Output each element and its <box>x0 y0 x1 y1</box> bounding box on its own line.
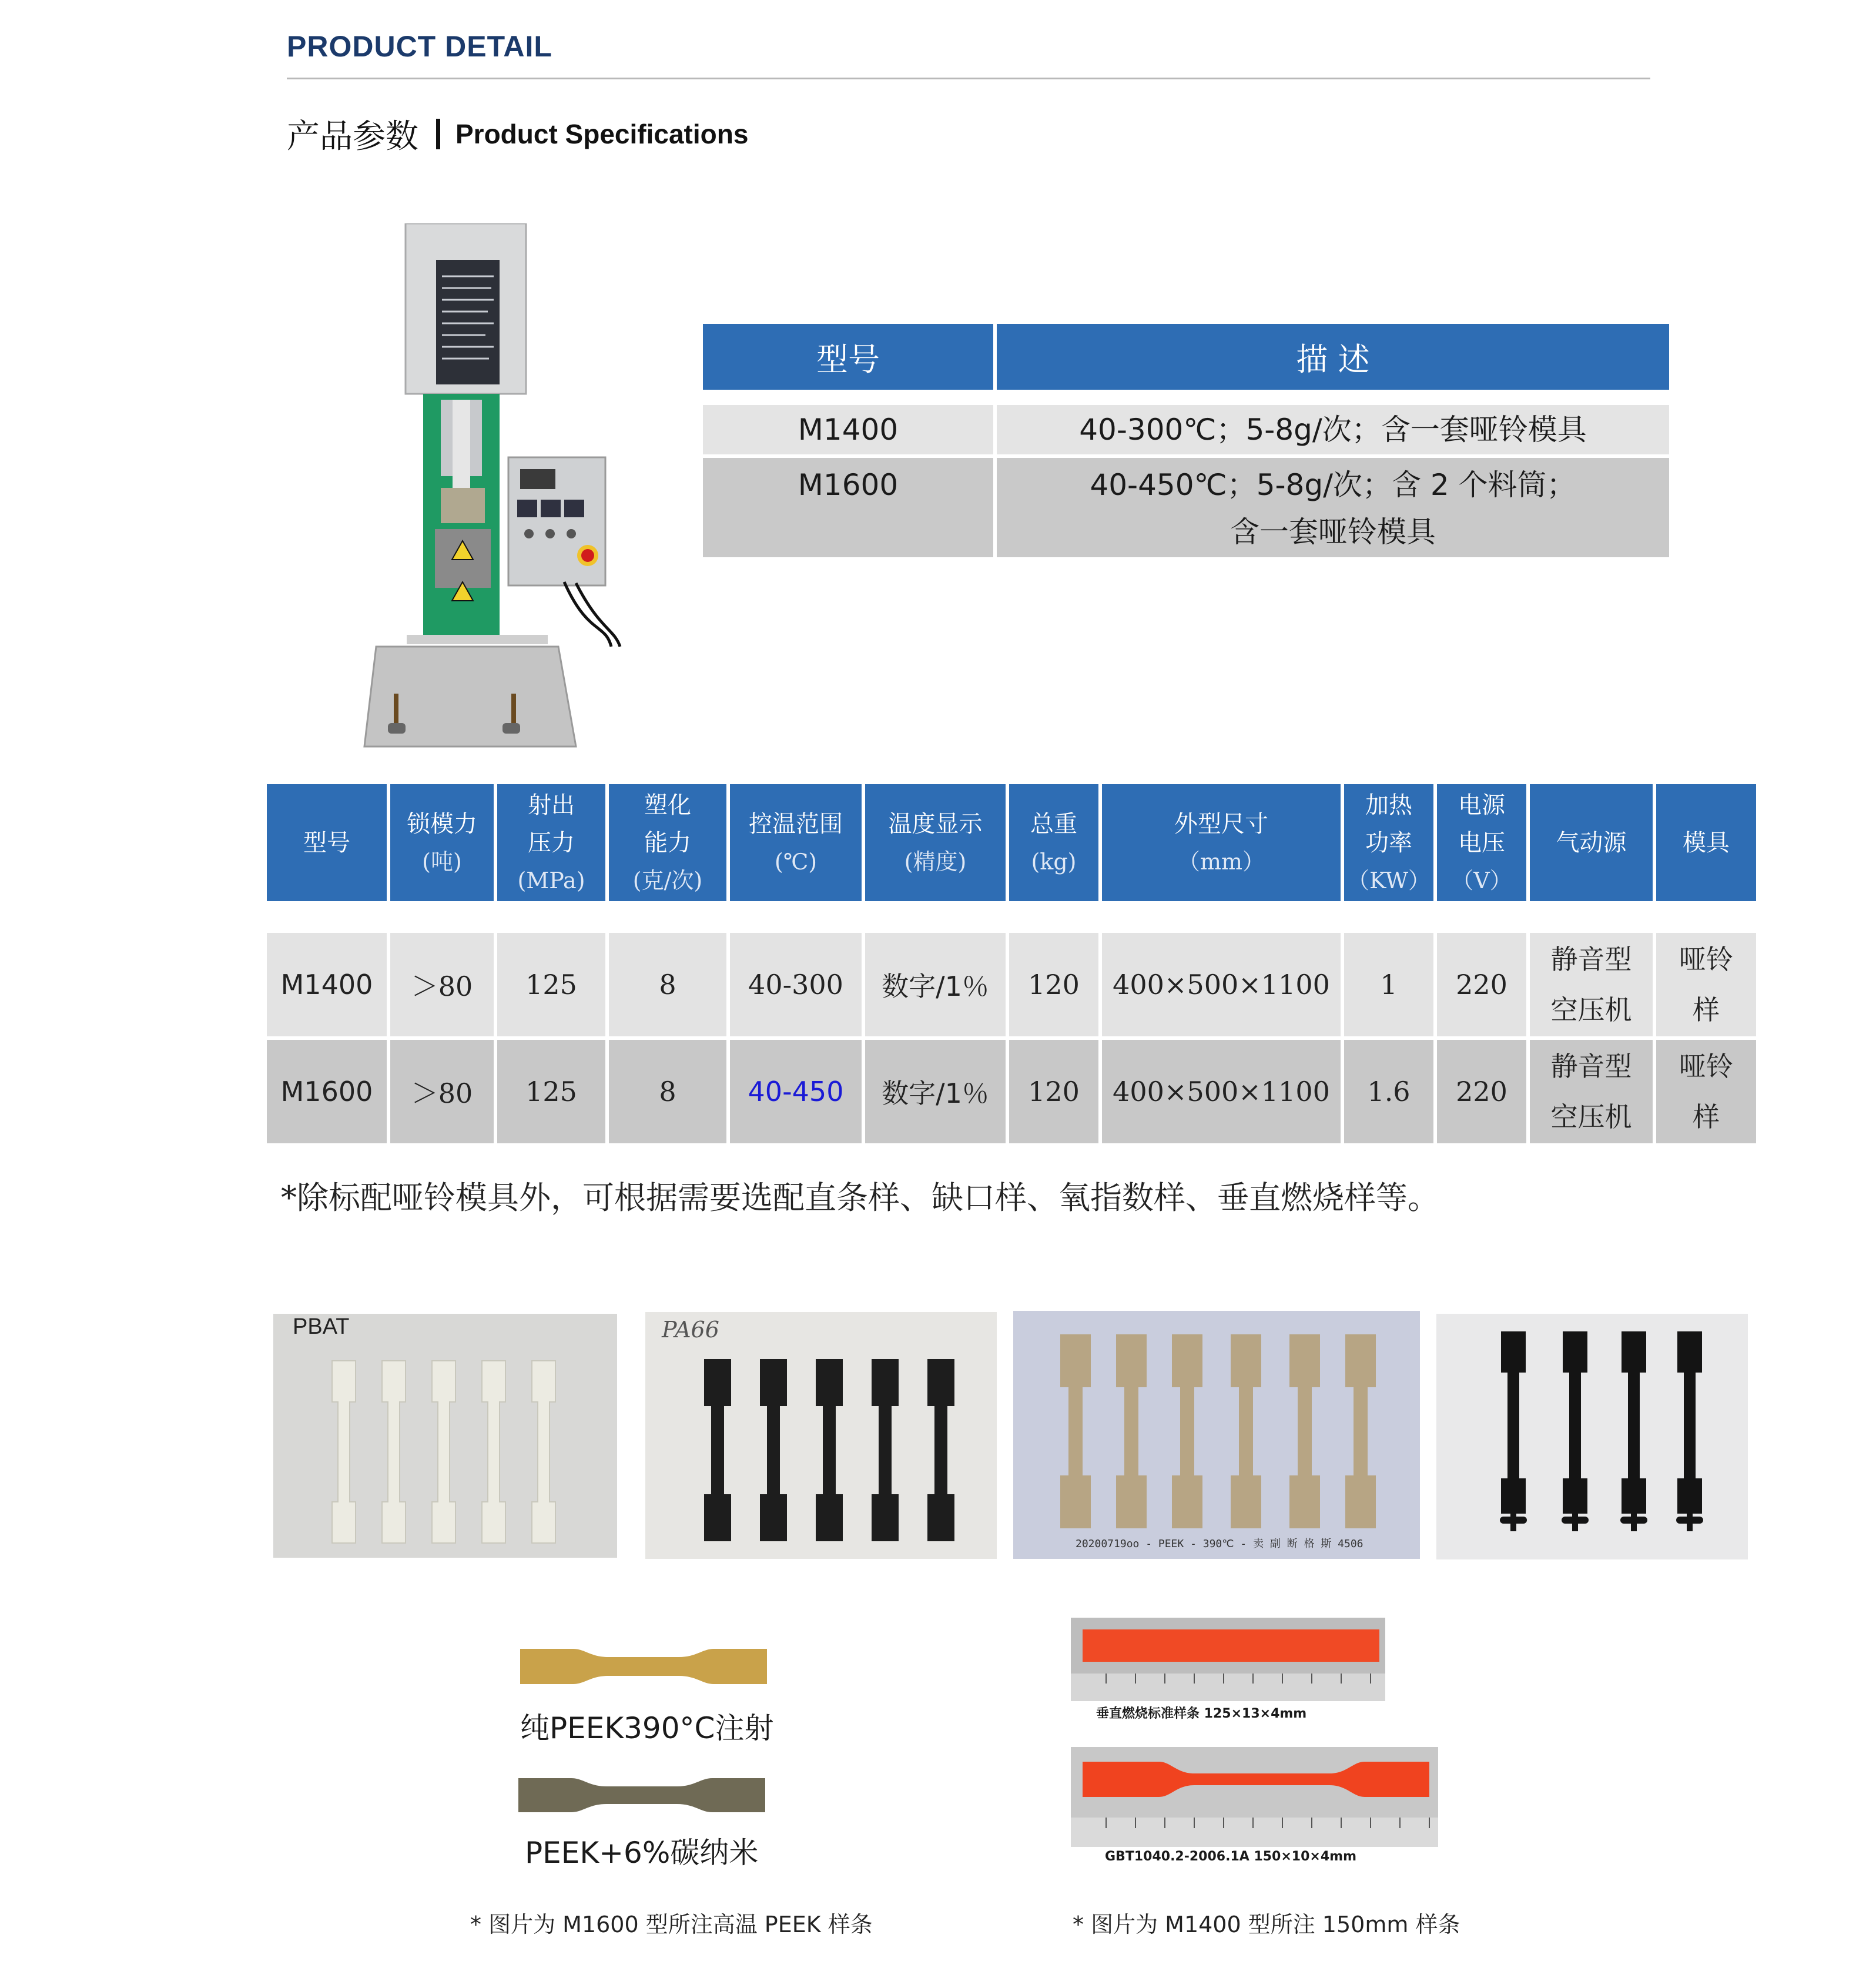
spec-cell-temp: 40-300 <box>728 931 863 1038</box>
peek-photo-note: * 图片为 M1600 型所注高温 PEEK 样条 <box>470 1912 873 1937</box>
spec-header-temp: 控温范围 (℃) <box>728 782 863 903</box>
spec-cell-clamp: ＞80 <box>388 931 495 1038</box>
summary-row <box>701 456 1671 559</box>
vertical-burn-strip-image <box>1071 1618 1385 1701</box>
pbat-label: PBAT <box>293 1314 350 1339</box>
spec-header-air: 气动源 <box>1528 782 1654 903</box>
spec-row <box>265 931 1758 1038</box>
header-divider <box>287 78 1650 79</box>
section-heading-cn: 产品参数 <box>287 118 418 156</box>
section-heading-en: Product Specifications <box>455 119 749 149</box>
spec-cell-display: 数字/1％ <box>863 1038 1007 1145</box>
red-strip-note: * 图片为 M1400 型所注 150mm 样条 <box>1073 1912 1460 1937</box>
options-note: *除标配哑铃模具外，可根据需要选配直条样、缺口样、氧指数样、垂直燃烧样等。 <box>281 1179 1439 1216</box>
spec-cell-size: 400×500×1100 <box>1100 1038 1342 1145</box>
spec-header-size: 外型尺寸 （mm） <box>1100 782 1342 903</box>
peek-photo-caption: 20200719oo - PEEK - 390℃ - 卖 副 断 格 斯 4506 <box>1076 1538 1364 1550</box>
spec-header-power: 加热 功率 （KW） <box>1342 782 1435 903</box>
summary-model: M1400 <box>701 403 995 456</box>
peek-samples-photo <box>1013 1311 1420 1559</box>
spec-cell-temp: 40-450 <box>728 1038 863 1145</box>
black-samples-photo <box>1436 1314 1748 1559</box>
summary-desc: 40-300℃；5-8g/次；含一套哑铃模具 <box>995 403 1671 456</box>
pbat-samples-photo <box>273 1314 617 1558</box>
peek-carbon-label: PEEK+6%碳纳米 <box>525 1836 759 1870</box>
spec-cell-air: 静音型 空压机 <box>1528 1038 1654 1145</box>
spec-cell-pressure: 125 <box>495 931 607 1038</box>
summary-desc-line: 40-450℃；5-8g/次；含 2 个料筒； <box>1090 468 1576 502</box>
spec-cell-plastic: 8 <box>607 1038 728 1145</box>
summary-row <box>701 403 1671 456</box>
spec-cell-plastic: 8 <box>607 931 728 1038</box>
spec-header-mold: 模具 <box>1654 782 1758 903</box>
spec-header-voltage: 电源 电压 （V） <box>1435 782 1528 903</box>
spec-cell-air: 静音型 空压机 <box>1528 931 1654 1038</box>
pure-peek-label: 纯PEEK390°C注射 <box>520 1711 774 1745</box>
spec-row <box>265 1038 1758 1145</box>
spec-header-plastic: 塑化 能力 (克/次) <box>607 782 728 903</box>
vertical-burn-label: 垂直燃烧标准样条 125×13×4mm <box>1096 1706 1307 1721</box>
spec-header-display: 温度显示 (精度) <box>863 782 1007 903</box>
summary-header-desc: 描 述 <box>995 322 1671 391</box>
spec-cell-pressure: 125 <box>495 1038 607 1145</box>
summary-model: M1600 <box>701 456 995 559</box>
spec-cell-weight: 120 <box>1007 1038 1100 1145</box>
spec-cell-clamp: ＞80 <box>388 1038 495 1145</box>
spec-header-clamp: 锁模力 (吨) <box>388 782 495 903</box>
summary-header-model: 型号 <box>701 322 995 391</box>
injection-machine-image <box>353 223 623 752</box>
spec-header-weight: 总重 (kg) <box>1007 782 1100 903</box>
page-title: PRODUCT DETAIL <box>287 30 552 63</box>
summary-table-header <box>701 322 1671 391</box>
section-heading <box>287 111 748 158</box>
pa66-samples-photo <box>645 1312 997 1559</box>
spec-table <box>263 781 1760 1147</box>
pa66-label: PA66 <box>662 1317 719 1343</box>
spec-cell-display: 数字/1％ <box>863 931 1007 1038</box>
spec-cell-model: M1400 <box>265 931 388 1038</box>
summary-desc-line: 含一套哑铃模具 <box>1230 515 1436 549</box>
peek-carbon-strip-image <box>518 1778 765 1812</box>
spec-table-header <box>265 782 1758 903</box>
spec-header-model: 型号 <box>265 782 388 903</box>
summary-table <box>699 320 1673 561</box>
spec-cell-size: 400×500×1100 <box>1100 931 1342 1038</box>
pure-peek-strip-image <box>520 1649 767 1684</box>
spec-cell-weight: 120 <box>1007 931 1100 1038</box>
spec-cell-voltage: 220 <box>1435 1038 1528 1145</box>
gbt-strip-image <box>1071 1747 1438 1847</box>
spec-cell-voltage: 220 <box>1435 931 1528 1038</box>
gbt-strip-label: GBT1040.2-2006.1A 150×10×4mm <box>1105 1849 1357 1864</box>
spec-cell-mold: 哑铃 样 <box>1654 1038 1758 1145</box>
heading-separator <box>436 119 440 149</box>
spec-cell-power: 1.6 <box>1342 1038 1435 1145</box>
summary-desc <box>995 456 1671 559</box>
spec-cell-power: 1 <box>1342 931 1435 1038</box>
spec-header-pressure: 射出 压力 (MPa) <box>495 782 607 903</box>
spec-cell-model: M1600 <box>265 1038 388 1145</box>
spec-cell-mold: 哑铃 样 <box>1654 931 1758 1038</box>
